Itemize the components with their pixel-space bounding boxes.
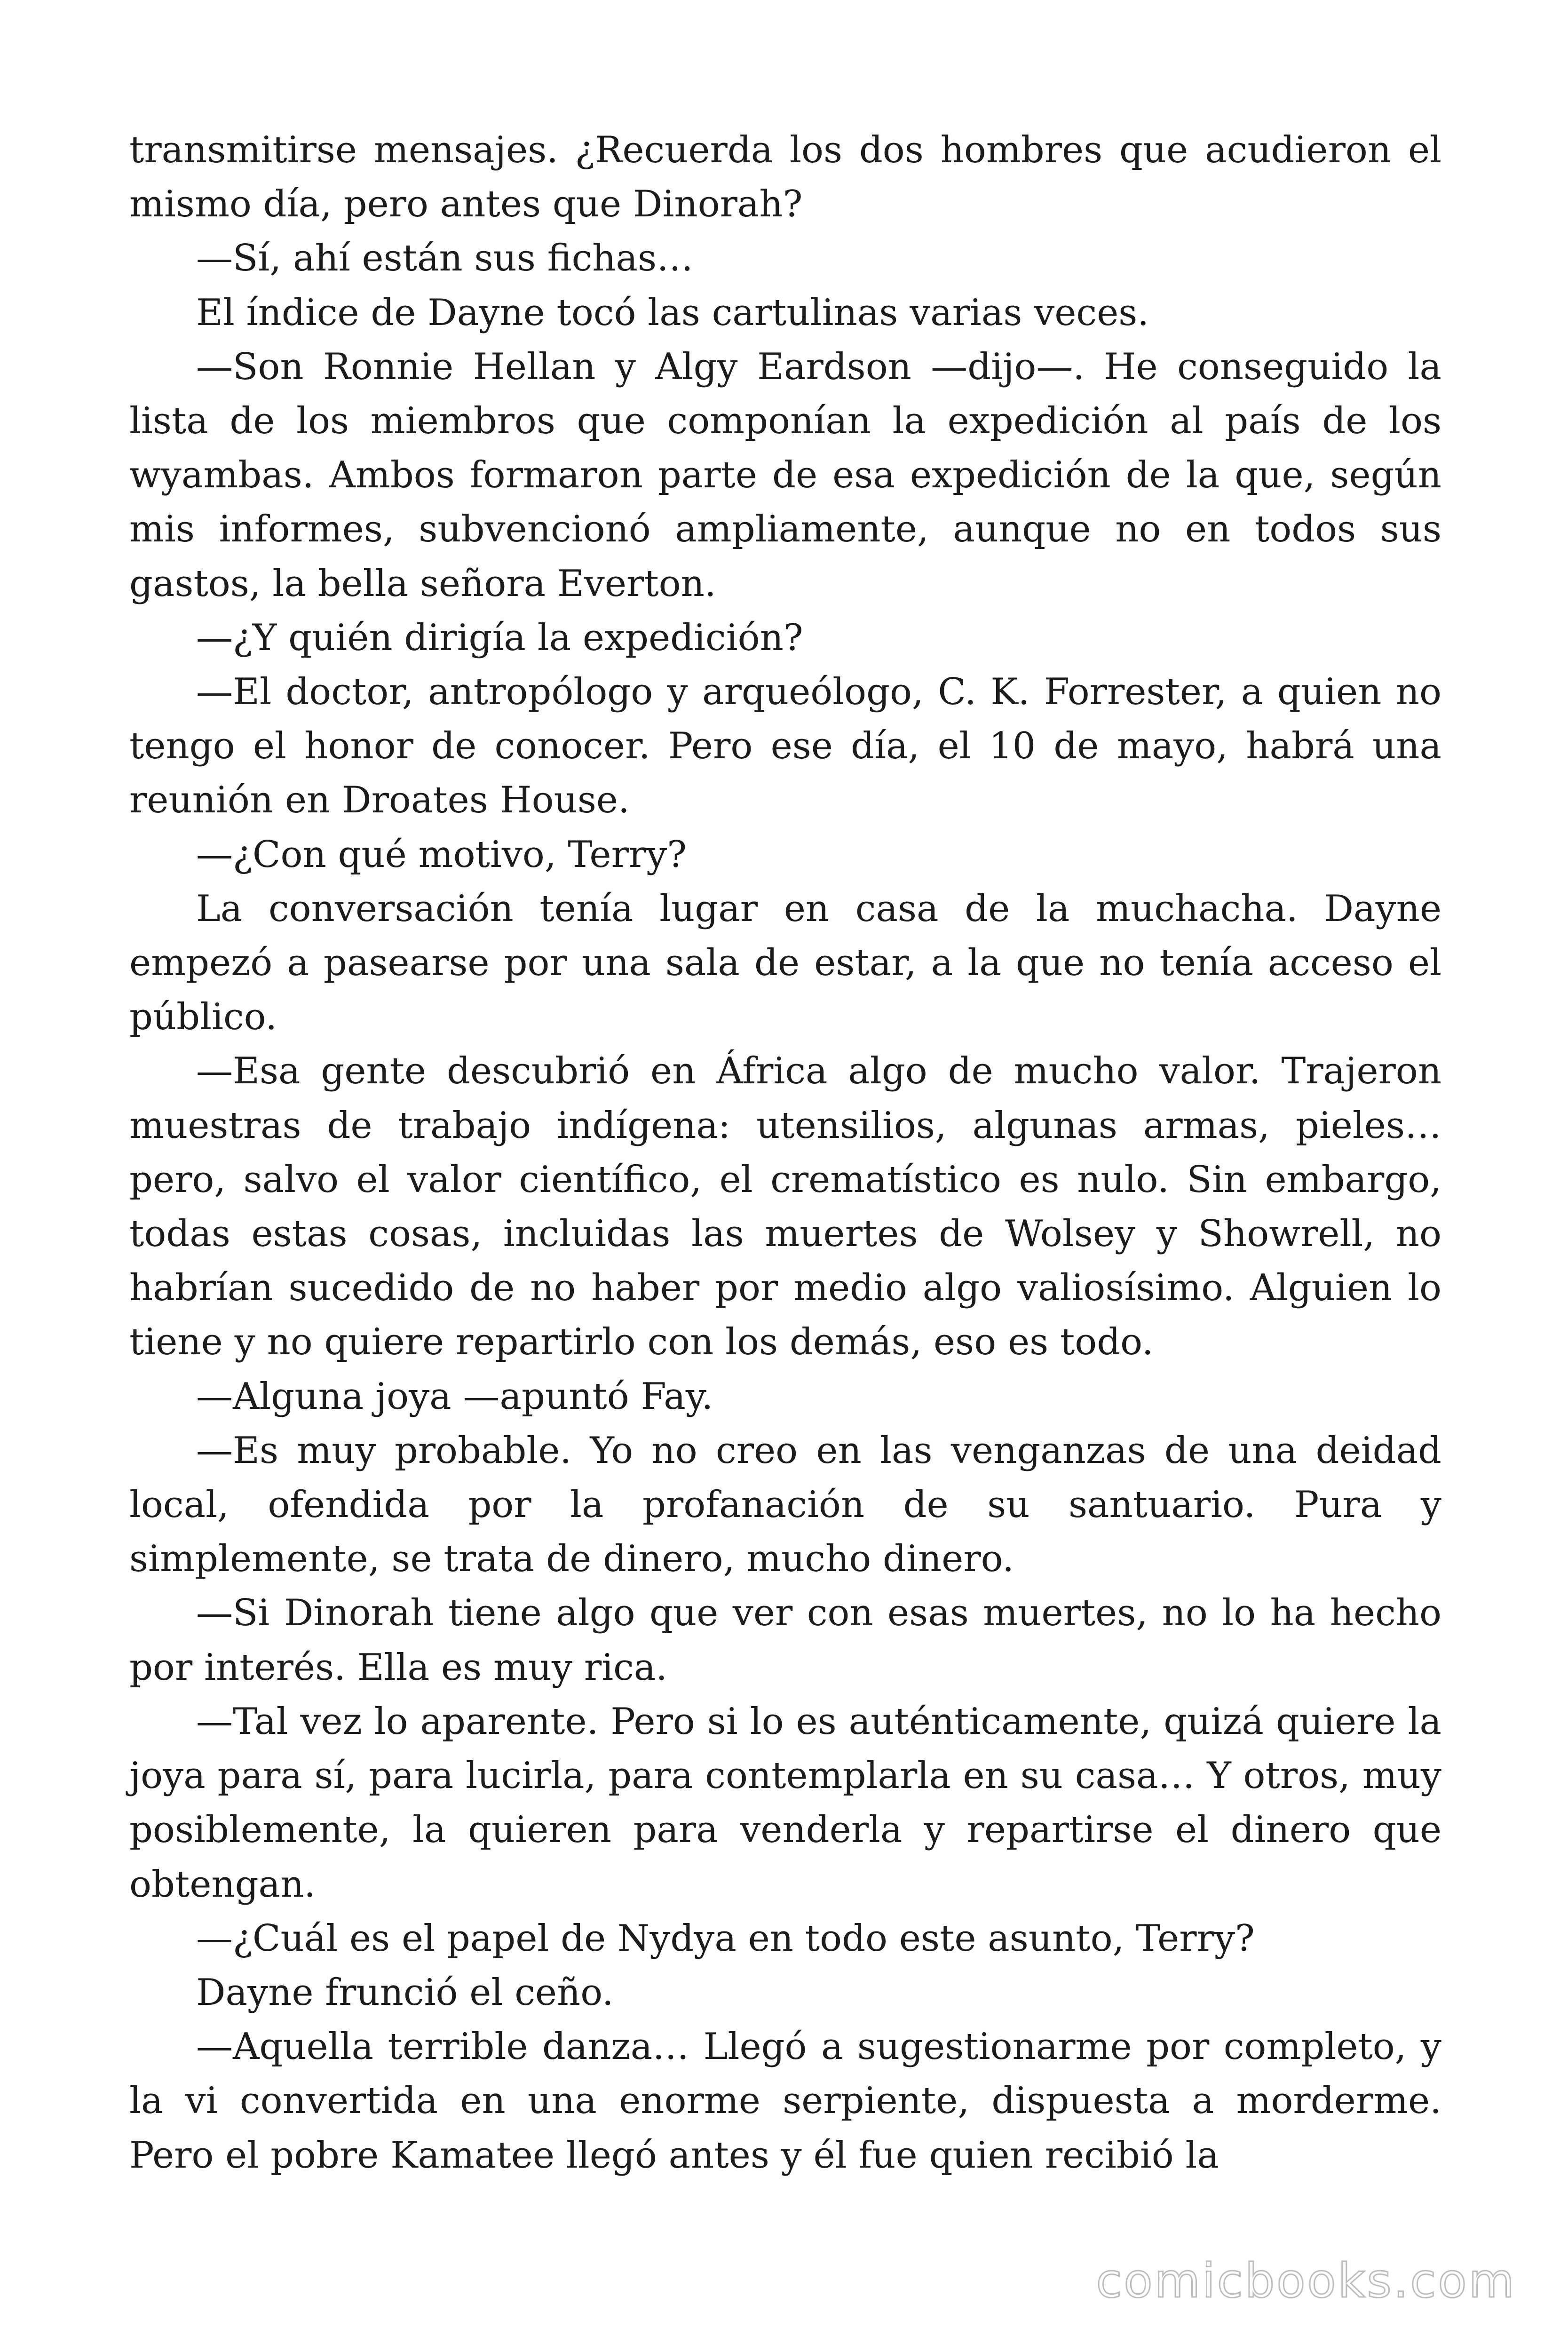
paragraph: —¿Con qué motivo, Terry?: [196, 833, 687, 876]
paragraph: —Alguna joya —apuntó Fay.: [196, 1375, 713, 1418]
paragraph: El índice de Dayne tocó las cartulinas varias veces.: [196, 291, 1149, 334]
paragraph: —Tal vez lo aparente. Pero si lo es auténticamente, quizá quiere la joya para sí, para lucirla, para contemplarla en su casa… Y otros, muy posiblemente, la quieren para venderla y repartirse el dinero que obtengan.: [129, 1700, 1441, 1906]
paragraph: transmitirse mensajes. ¿Recuerda los dos hombres que acudieron el mismo día, pero antes que Dinorah?: [129, 129, 1441, 226]
paragraph: —Aquella terrible danza… Llegó a sugestionarme por completo, y la vi convertida en una enorme serpiente, dispuesta a morderme. Pero el pobre Kamatee llegó antes y él fue quien recibió la: [129, 2026, 1441, 2177]
paragraph: —Sí, ahí están sus fichas…: [196, 237, 694, 280]
paragraph: —¿Y quién dirigía la expedición?: [196, 616, 803, 659]
paragraph: La conversación tenía lugar en casa de la muchacha. Dayne empezó a pasearse por una sala de estar, a la que no tenía acceso el público.: [129, 887, 1441, 1039]
page-text: [129, 123, 1441, 2183]
paragraph: Dayne frunció el ceño.: [196, 1971, 614, 2014]
paragraph: —El doctor, antropólogo y arqueólogo, C. K. Forrester, a quien no tengo el honor de conocer. Pero ese día, el 10 de mayo, habrá una reunión en Droates House.: [129, 671, 1441, 822]
watermark-text: comicbooks.com: [1096, 2253, 1516, 2308]
paragraph: —Es muy probable. Yo no creo en las venganzas de una deidad local, ofendida por la profanación de su santuario. Pura y simplemente, se trata de dinero, mucho dinero.: [129, 1429, 1441, 1581]
paragraph: —Esa gente descubrió en África algo de mucho valor. Trajeron muestras de trabajo indígena: utensilios, algunas armas, pieles… pero, salvo el valor científico, el crematístico es nulo. Sin embargo, todas estas cosas, incluidas las muertes de Wolsey y Showrell, no habrían sucedido de no haber por medio algo valiosísimo. Alguien lo tiene y no quiere repartirlo con los demás, eso es todo.: [129, 1050, 1441, 1364]
paragraph: —¿Cuál es el papel de Nydya en todo este asunto, Terry?: [196, 1917, 1255, 1960]
paragraph: —Si Dinorah tiene algo que ver con esas muertes, no lo ha hecho por interés. Ella es muy rica.: [129, 1592, 1441, 1689]
paragraph: —Son Ronnie Hellan y Algy Eardson —dijo—. He conseguido la lista de los miembros que componían la expedición al país de los wyambas. Ambos formaron parte de esa expedición de la que, según mis informes, subvencionó ampliamente, aunque no en todos sus gastos, la bella señora Everton.: [129, 345, 1441, 605]
